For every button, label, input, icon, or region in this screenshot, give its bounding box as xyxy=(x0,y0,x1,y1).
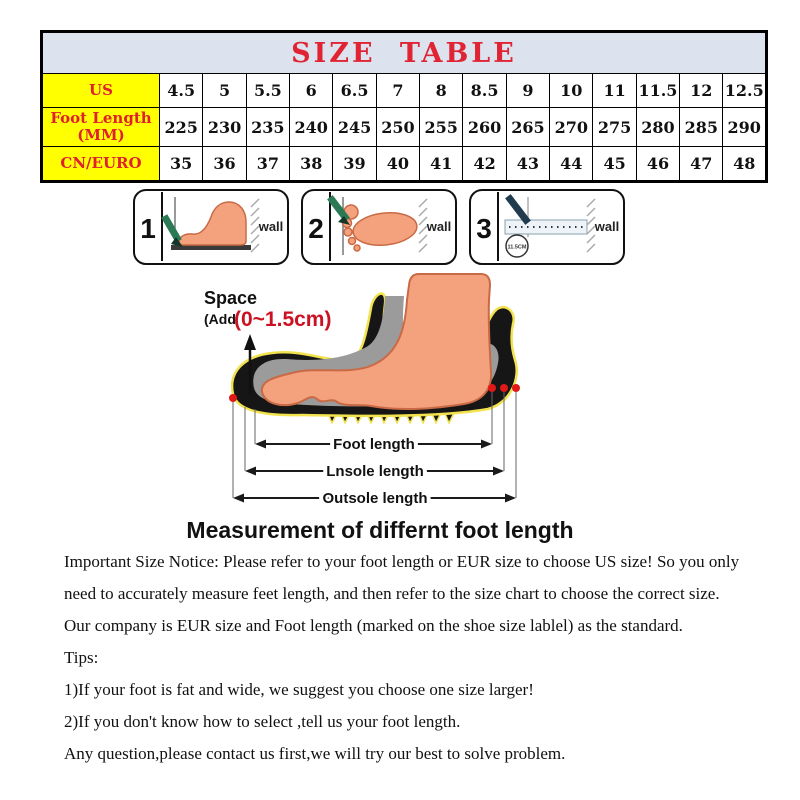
table-cell: 225 xyxy=(160,108,203,147)
step-number: 1 xyxy=(140,213,156,244)
diagram-caption: Measurement of differnt foot length xyxy=(186,517,574,543)
insole-length-arrow xyxy=(245,463,504,480)
table-cell: 11.5 xyxy=(636,74,679,108)
table-cell: 285 xyxy=(680,108,723,147)
step-number: 3 xyxy=(476,213,492,244)
table-cell: 6.5 xyxy=(333,74,376,108)
table-cell: 8.5 xyxy=(463,74,506,108)
notice-line: 2)If you don't know how to select ,tell us your foot length. xyxy=(64,712,461,731)
table-cell: 280 xyxy=(636,108,679,147)
space-prefix-label: (Add xyxy=(204,311,236,327)
notice-line: Important Size Notice: Please refer to your foot length or EUR size to choose US size! So you only xyxy=(64,552,740,571)
space-value-label: (0~1.5cm) xyxy=(234,308,332,331)
measure-instruction-panels xyxy=(133,189,625,265)
table-cell: 43 xyxy=(506,147,549,182)
table-cell: 42 xyxy=(463,147,506,182)
table-cell: 36 xyxy=(203,147,246,182)
wall-label: wall xyxy=(258,219,284,234)
measure-step-2-illustration xyxy=(303,191,454,262)
table-cell: 9 xyxy=(506,74,549,108)
pencil-icon xyxy=(510,199,526,220)
table-cell: 5 xyxy=(203,74,246,108)
space-label: Space xyxy=(204,288,258,308)
foot-length-diagram-svg xyxy=(198,266,562,534)
size-table xyxy=(40,30,768,183)
table-cell: 35 xyxy=(160,147,203,182)
table-row-foot-length xyxy=(42,108,767,147)
notice-line: Any question,please contact us first,we will try our best to solve problem. xyxy=(64,744,566,763)
table-cell: 38 xyxy=(290,147,333,182)
size-notice-block xyxy=(64,546,774,770)
table-cell: 270 xyxy=(550,108,593,147)
outsole-length-arrow xyxy=(233,490,516,507)
table-cell: 12 xyxy=(680,74,723,108)
table-cell: 41 xyxy=(420,147,463,182)
size-table-title-row xyxy=(42,32,767,74)
notice-line: 1)If your foot is fat and wide, we suggest you choose one size larger! xyxy=(64,680,534,699)
table-cell: 40 xyxy=(376,147,419,182)
measure-step-1-illustration xyxy=(135,191,286,262)
wall-label: wall xyxy=(594,219,620,234)
table-row-us xyxy=(42,74,767,108)
table-cell: 11 xyxy=(593,74,636,108)
table-cell: 39 xyxy=(333,147,376,182)
table-cell: 12.5 xyxy=(723,74,767,108)
table-cell: 245 xyxy=(333,108,376,147)
table-cell: 240 xyxy=(290,108,333,147)
row-label-us: US xyxy=(42,74,160,108)
table-cell: 265 xyxy=(506,108,549,147)
foot-top-icon xyxy=(343,205,419,251)
table-cell: 260 xyxy=(463,108,506,147)
notice-line: Our company is EUR size and Foot length (marked on the shoe size lablel) as the standard. xyxy=(64,616,683,635)
measure-step-3-panel xyxy=(469,189,625,265)
table-cell: 45 xyxy=(593,147,636,182)
table-cell: 37 xyxy=(246,147,289,182)
outsole-length-label: Outsole length xyxy=(322,490,428,507)
foot-side-icon xyxy=(179,202,246,245)
measure-step-3-illustration xyxy=(471,191,622,262)
table-cell: 5.5 xyxy=(246,74,289,108)
row-label-foot-length: Foot Length (MM) xyxy=(42,108,160,147)
insole-length-label: Lnsole length xyxy=(326,463,424,480)
table-cell: 10 xyxy=(550,74,593,108)
table-cell: 7 xyxy=(376,74,419,108)
table-cell: 4.5 xyxy=(160,74,203,108)
size-table-title: SIZE TABLE xyxy=(42,32,767,74)
space-arrowhead xyxy=(244,334,256,350)
table-cell: 47 xyxy=(680,147,723,182)
table-cell: 275 xyxy=(593,108,636,147)
step-number: 2 xyxy=(308,213,324,244)
notice-line: Tips: xyxy=(64,648,99,667)
wall-label: wall xyxy=(426,219,452,234)
table-cell: 8 xyxy=(420,74,463,108)
table-cell: 255 xyxy=(420,108,463,147)
measure-step-1-panel xyxy=(133,189,289,265)
table-cell: 48 xyxy=(723,147,767,182)
table-cell: 235 xyxy=(246,108,289,147)
table-cell: 46 xyxy=(636,147,679,182)
table-cell: 230 xyxy=(203,108,246,147)
table-row-cn-euro xyxy=(42,147,767,182)
row-label-cn-euro: CN/EURO xyxy=(42,147,160,182)
foot-length-arrow xyxy=(255,436,492,453)
table-cell: 44 xyxy=(550,147,593,182)
table-cell: 6 xyxy=(290,74,333,108)
notice-line: need to accurately measure feet length, and then refer to the size chart to choose the correct size. xyxy=(64,584,720,603)
ruler-mark-label: 11.5CM xyxy=(507,244,527,251)
measure-step-2-panel xyxy=(301,189,457,265)
foot-length-label: Foot length xyxy=(333,436,415,453)
foot-length-diagram xyxy=(198,266,562,539)
table-cell: 250 xyxy=(376,108,419,147)
table-cell: 290 xyxy=(723,108,767,147)
